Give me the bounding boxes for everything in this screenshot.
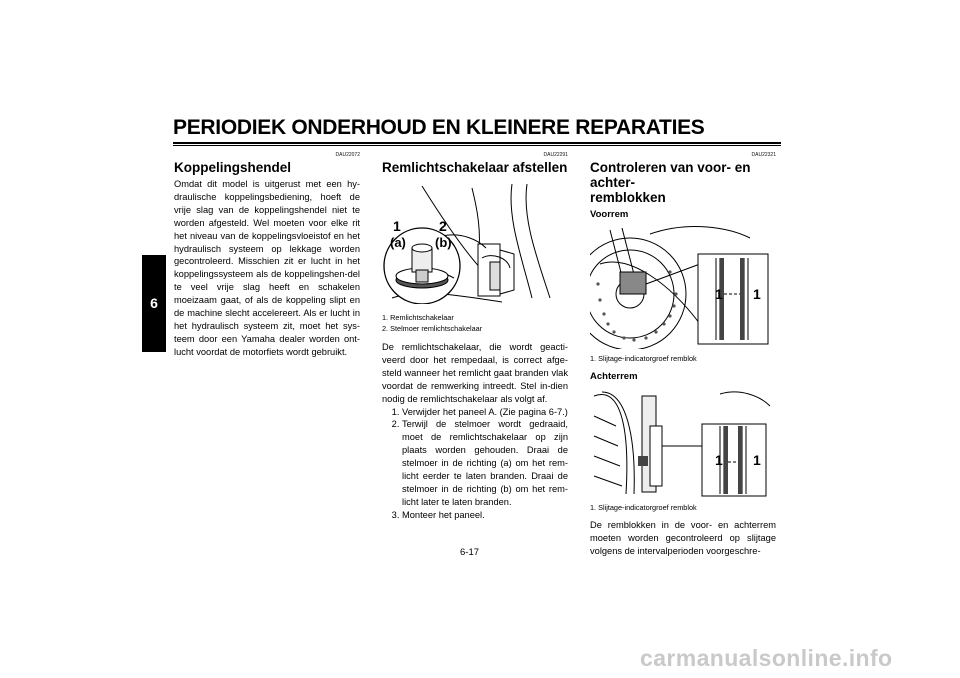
step-3: 3. Monteer het paneel. [402,509,568,522]
chapter-number: 6 [150,295,158,311]
header-rule [173,142,781,144]
front-brake-label: Voorrem [590,209,629,220]
rear-brake-figure [590,386,776,498]
figure-label-b: (b) [435,235,452,250]
page-number: 6-17 [460,547,480,558]
section-heading: Remlichtschakelaar afstellen [382,160,568,175]
rear-brake-caption: 1. Slijtage-indicatorgroef remblok [590,503,697,512]
rear-figure-label-1b: 1 [753,452,761,468]
front-figure-label-1a: 1 [715,286,723,302]
brake-light-switch-figure [382,178,568,304]
instruction-steps [382,406,568,522]
section-heading-line1: Controleren van voor- en achter- [590,160,751,190]
chapter-tab [142,255,166,352]
section-code: DAU22291 [543,152,568,158]
section-remlichtschakelaar [382,152,568,522]
step-2: 2. Terwijl de stelmoer wordt gedraaid, moet de remlichtschakelaar op zijn plaats worden gehouden. Draai de stelmoer in de richting (a) om het rem-licht eerder te laten branden. Draai de stelmoer in de richting (b) om het rem-licht later te laten branden. [402,418,568,508]
section-code: DAU22072 [335,152,360,158]
figure-label-2: 2 [439,218,447,234]
section-koppelingshendel [174,152,360,359]
page-title: PERIODIEK ONDERHOUD EN KLEINERE REPARATIES [173,116,705,139]
figure-label-a: (a) [390,235,406,250]
header-rule-thin [173,145,781,146]
rear-brake-illustration [590,386,776,498]
front-figure-label-1b: 1 [753,286,761,302]
section-remblokken [590,152,776,558]
front-brake-illustration [590,224,776,349]
figure-caption-2: 2. Stelmoer remlichtschakelaar [382,324,483,333]
watermark: carmanualsonline.info [640,645,893,671]
front-brake-figure [590,224,776,349]
rear-brake-label: Achterrem [590,371,638,382]
figure-caption-1: 1. Remlichtschakelaar [382,313,454,322]
section-code: DAU22321 [751,152,776,158]
step-1: 1. Verwijder het paneel A. (Zie pagina 6-7.) [402,406,568,419]
section-body: De remblokken in de voor- en achterrem moeten worden gecontroleerd op slijtage volgens de intervalperioden voorgeschre- [590,520,776,556]
section-body: De remlichtschakelaar, die wordt geacti-veerd door het rempedaal, is correct afge-steld wanneer het remlicht gaat branden vlak voordat de remwerking intreedt. Stel in-dien nodig de remlichtschakelaar als volgt af. [382,342,568,404]
figure-label-1: 1 [393,218,401,234]
section-body: Omdat dit model is uitgerust met een hy-draulische koppelingsbediening, hoeft de vrije slag van de koppelingshendel niet te worden afgesteld. Wel moeten voor elke rit het niveau van de koppelingsvloeistof en het hydraulisch systeem op lekkage worden gecontroleerd. Misschien zit er lucht in het koppelingssysteem als de koppelingshen-del te veel vrije slag heeft en schakelen moeizaam gaat, of als de koppeling slipt en de machine slecht accelereert. Als er lucht in het hydraulisch systeem zit, moet het sys-teem door een Yamaha dealer worden ont-lucht voordat de motorfiets wordt gebruikt. [174,179,360,357]
rear-figure-label-1a: 1 [715,452,723,468]
section-heading-line2: remblokken [590,190,666,205]
brake-light-switch-illustration [382,178,568,304]
section-heading: Koppelingshendel [174,160,292,175]
front-brake-caption: 1. Slijtage-indicatorgroef remblok [590,354,697,363]
